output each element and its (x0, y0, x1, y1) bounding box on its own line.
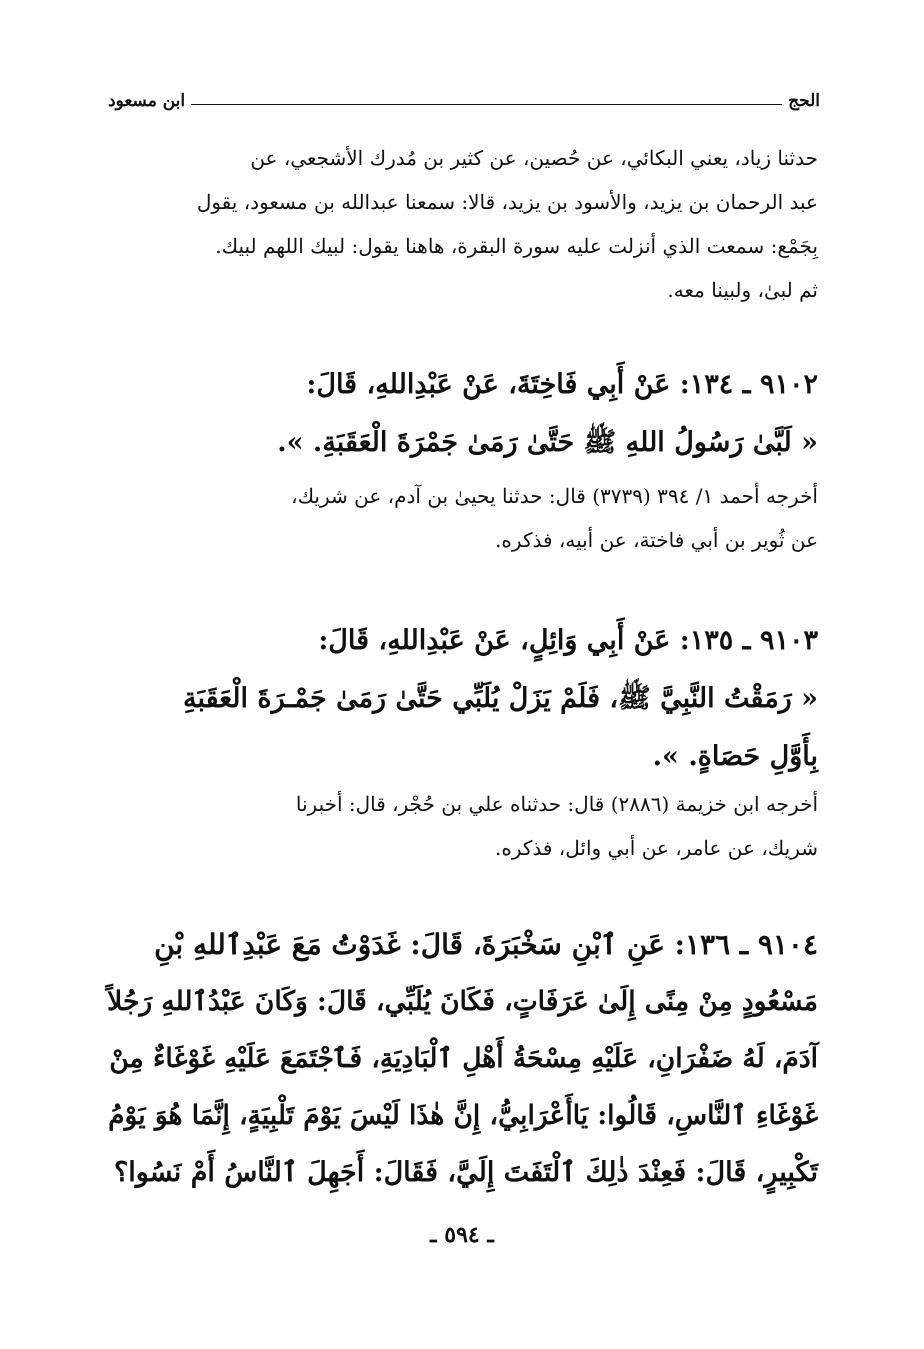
text-line: شريك، عن عامر، عن أبي وائل، فذكره. (495, 836, 818, 860)
header-section-title: ابن مسعود (108, 91, 186, 111)
hadith-line: آدَمَ، لَهُ ضَفْرَانِ، عَلَيْهِ مِسْحَةُ أَهْلِ ٱلْبَادِيَةِ، فَٱجْتَمَعَ عَلَيْهِ غَوْغَاءٌ مِنْ (109, 1043, 818, 1074)
text-line: أخرجه ابن خزيمة (٢٨٨٦) قال: حدثناه علي بن حُجْر، قال: أخبرنا (295, 792, 818, 816)
page-number: ـ ٥٩٤ ـ (430, 1222, 494, 1248)
hadith-line: ٩١٠٤ ـ ١٣٦: عَنِ ٱبْنِ سَخْبَرَةَ، قَالَ: غَدَوْتُ مَعَ عَبْدِٱللهِ بْنِ (154, 928, 818, 961)
hadith-9102 (106, 356, 818, 472)
text-line: ثم لبىٰ، ولبينا معه. (667, 278, 818, 302)
text-line: عبد الرحمان بن يزيد، والأسود بن يزيد، قالا: سمعنا عبدالله بن مسعود، يقول (196, 190, 818, 214)
hadith-line: تَكْبِيرٍ، قَالَ: فَعِنْدَ ذٰلِكَ ٱلْتَفَتَ إِلَيَّ، فَقَالَ: أَجَهِلَ ٱلنَّاسُ أَمْ نَسُوا؟ (113, 1157, 818, 1188)
hadith-line: بِأَوَّلِ حَصَاةٍ. ». (652, 741, 818, 772)
text-line: عن ثُوير بن أبي فاختة، عن أبيه، فذكره. (495, 528, 818, 552)
header-chapter-title: الحج (788, 91, 820, 111)
text-line: أخرجه أحمد ١/ ٣٩٤ (٣٧٣٩) قال: حدثنا يحيىٰ بن آدم، عن شريك، (291, 484, 818, 508)
hadith-9104 (106, 916, 818, 1201)
hadith-line: « لَبَّىٰ رَسُولُ اللهِ ﷺ حَتَّىٰ رَمَىٰ جَمْرَةَ الْعَقَبَةِ. ». (277, 427, 818, 458)
hadith-line: « رَمَقْتُ النَّبِيَّ ﷺ، فَلَمْ يَزَلْ يُلَبِّي حَتَّىٰ رَمَىٰ جَمْـرَةَ الْعَقَبَةِ (183, 683, 818, 714)
hadith-line: ٩١٠٢ ـ ١٣٤: عَنْ أَبِي فَاخِتَةَ، عَنْ عَبْدِاللهِ، قَالَ: (306, 369, 818, 400)
running-header (108, 88, 820, 114)
takhrij-9103 (106, 782, 818, 870)
hadith-line: ٩١٠٣ ـ ١٣٥: عَنْ أَبِي وَائِلٍ، عَنْ عَبْدِاللهِ، قَالَ: (318, 625, 818, 656)
intro-paragraph (106, 136, 818, 312)
text-line: بِجَمْع: سمعت الذي أنزلت عليه سورة البقرة، هاهنا يقول: لبيك اللهم لبيك. (215, 234, 818, 258)
hadith-line: مَسْعُودٍ مِنْ مِنًى إِلَىٰ عَرَفَاتٍ، فَكَانَ يُلَبِّي، قَالَ: وَكَانَ عَبْدُٱللهِ رَجُلاً (107, 986, 818, 1017)
hadith-9103 (106, 612, 818, 786)
text-line: حدثنا زياد، يعني البكائي، عن حُصين، عن كثير بن مُدرك الأشجعي، عن (250, 146, 818, 170)
hadith-line: غَوْغَاءِ ٱلنَّاسِ، قَالُوا: يَاأَعْرَابِيُّ، إِنَّ هٰذَا لَيْسَ يَوْمَ تَلْبِيَةٍ، إِنَّمَا هُوَ يَوْمُ (108, 1100, 818, 1131)
header-rule (191, 104, 782, 105)
takhrij-9102 (106, 474, 818, 562)
